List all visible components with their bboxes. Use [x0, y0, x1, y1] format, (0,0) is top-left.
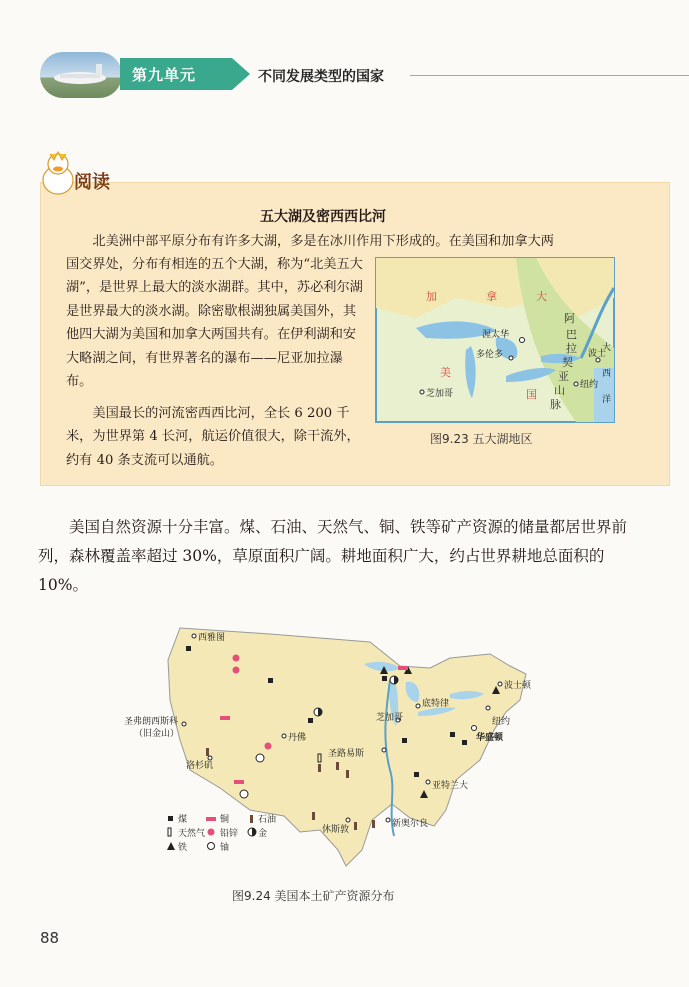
duck-mascot-icon — [38, 148, 78, 198]
map1-label-canada-3: 大 — [536, 290, 547, 303]
map2-city-denver: 丹佛 — [288, 733, 307, 743]
map2-city-stlouis: 圣路易斯 — [328, 749, 365, 759]
map1-label-atlantic-2: 西 — [602, 369, 612, 379]
us-mineral-resources-map — [124, 620, 540, 882]
body-paragraph: 美国自然资源十分丰富。煤、石油、天然气、铜、铁等矿产资源的储量都居世界前列，森林覆盖率超过 30%，草原面积广阔。耕地面积广大，约占世界耕地总面积的 10%。 — [38, 518, 628, 594]
map1-label-appalachian-1: 阿 — [564, 312, 575, 325]
reading-paragraph-2: 美国最长的河流密西西比河，全长 6 200 千米，为世界第 4 长河，航运价值很大，除干流外，约有 40 条支流可以通航。 — [66, 406, 360, 468]
map1-label-toronto: 多伦多 — [476, 350, 504, 360]
map2-city-la: 洛杉矶 — [186, 761, 214, 771]
header-rule — [410, 75, 689, 76]
map2-city-sf-old: （旧金山） — [134, 729, 180, 739]
map1-label-atlantic-3: 洋 — [602, 395, 612, 405]
reading-paragraph-1-continued: 国交界处，分布有相连的五个大湖，称为“北美五大湖”，是世界上最大的淡水湖群。其中，苏必利尔湖是世界最大的淡水湖。除密歇根湖独属美国外，其他四大湖为美国和加拿大两国共有。在伊利湖和安大略湖之间，有世界著名的瀑布——尼亚加拉瀑布。 — [66, 257, 363, 390]
map2-city-chicago: 芝加哥 — [376, 713, 404, 723]
map1-label-appalachian-3: 拉 — [566, 342, 577, 355]
map1-label-newyork: 纽约 — [580, 380, 599, 390]
map2-city-atlanta: 亚特兰大 — [432, 781, 469, 791]
map1-label-appalachian-2: 巴 — [566, 328, 577, 341]
map1-label-canada-2: 拿 — [486, 290, 497, 303]
map2-city-detroit: 底特律 — [422, 699, 450, 709]
reading-label: 阅读 — [74, 172, 110, 193]
map1-label-chicago: 芝加哥 — [426, 389, 454, 399]
map2-city-boston: 波士顿 — [504, 681, 532, 691]
legend-gas: 天然气 — [178, 829, 206, 839]
map1-label-usa-1: 美 — [440, 366, 451, 379]
header-photo — [40, 52, 122, 98]
figure-caption-9-24: 图9.24 美国本土矿产资源分布 — [232, 889, 395, 903]
map1-label-appalachian-4: 契 — [562, 356, 573, 369]
map2-city-houston: 休斯敦 — [322, 825, 350, 835]
map1-label-canada-1: 加 — [426, 290, 437, 303]
legend-uranium: 铀 — [220, 843, 230, 853]
reading-paragraph-1-line-1: 北美洲中部平原分布有许多大湖，多是在冰川作用下形成的。在美国和加拿大两 — [92, 234, 554, 249]
map2-city-neworleans: 新奥尔良 — [392, 819, 429, 829]
map2-city-washington: 华盛顿 — [476, 733, 504, 743]
unit-label: 第九单元 — [132, 66, 197, 84]
figure-caption-9-23: 图9.23 五大湖地区 — [430, 432, 533, 446]
map1-label-atlantic-1: 大 — [602, 343, 612, 353]
map1-label-usa-2: 国 — [526, 388, 537, 401]
map1-label-appalachian-7: 脉 — [550, 398, 561, 411]
map2-city-seattle: 西雅图 — [198, 633, 226, 643]
map1-label-boston: 波士 — [588, 349, 607, 359]
great-lakes-map — [376, 258, 614, 422]
legend-coal: 煤 — [178, 815, 188, 825]
legend-iron: 铁 — [178, 843, 188, 853]
legend-copper: 铜 — [220, 815, 230, 825]
map2-legend — [167, 813, 276, 853]
legend-oil: 石油 — [258, 815, 277, 825]
map1-label-ottawa: 渥太华 — [482, 330, 510, 340]
map1-label-appalachian-6: 山 — [554, 384, 565, 397]
map1-label-appalachian-5: 亚 — [558, 370, 569, 383]
legend-gold: 金 — [258, 829, 268, 839]
page-number: 88 — [40, 929, 60, 947]
map2-city-newyork: 纽约 — [492, 717, 511, 727]
chapter-title: 不同发展类型的国家 — [258, 69, 384, 85]
legend-leadzinc: 铅锌 — [220, 829, 239, 839]
reading-title: 五大湖及密西西比河 — [260, 209, 386, 225]
map2-city-sf: 圣弗朗西斯科 — [124, 717, 179, 727]
